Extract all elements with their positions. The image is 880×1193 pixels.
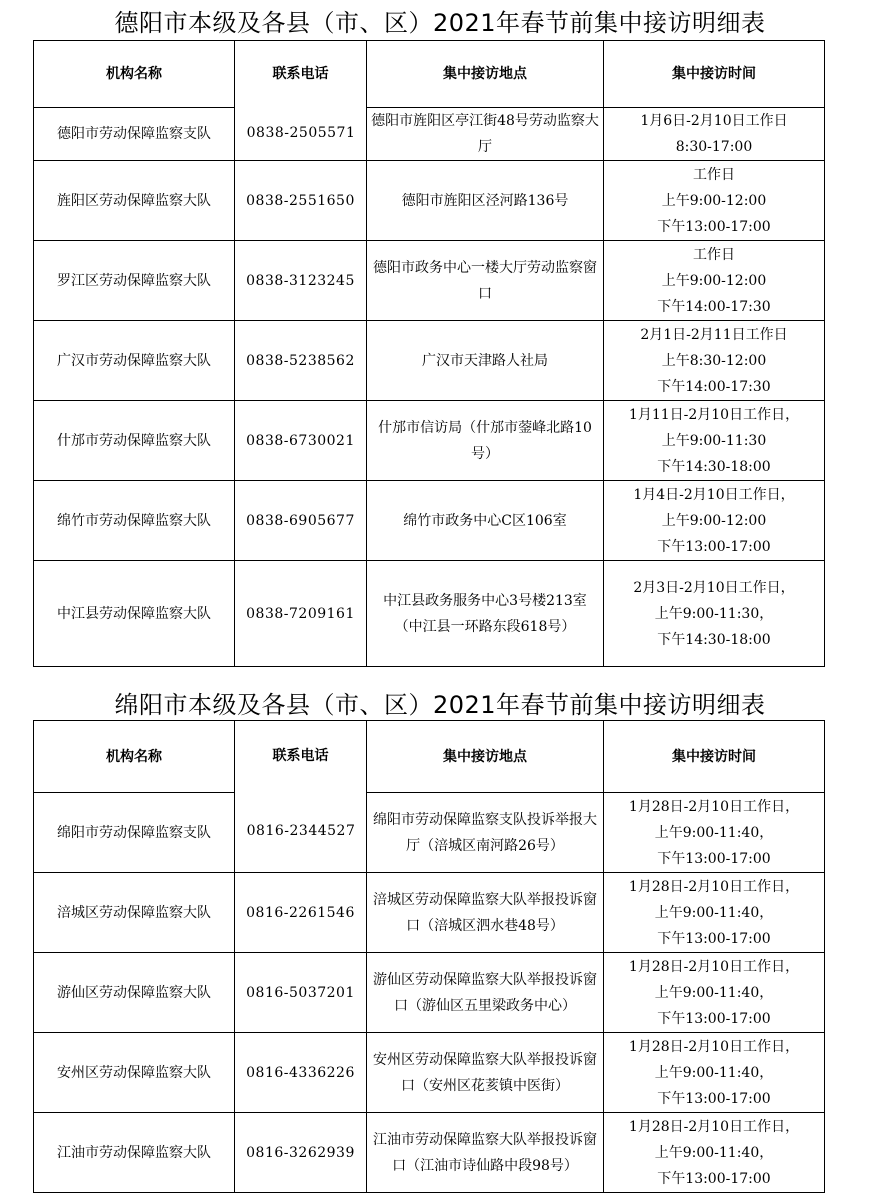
table-row [34,108,825,161]
phone-cell: 0816-4336226 [235,1033,367,1113]
header-place: 集中接访地点 [367,721,604,793]
org-cell: 罗江区劳动保障监察大队 [34,241,235,321]
phone-cell: 0838-7209161 [235,561,367,667]
time-cell: 1月28日-2月10日工作日， 上午9:00-11:40， 下午13:00-17:00 [604,873,825,953]
header-time: 集中接访时间 [604,41,825,108]
time-cell: 工作日 上午9:00-12:00 下午14:00-17:30 [604,241,825,321]
org-cell: 江油市劳动保障监察大队 [34,1113,235,1193]
table-row [34,321,825,401]
phone-cell: 0816-2261546 [235,873,367,953]
phone-cell: 0816-2344527 [246,823,356,839]
place-cell: 绵阳市劳动保障监察支队投诉举报大厅（涪城区南河路26号） [367,793,604,873]
table-row [34,161,825,241]
place-cell: 德阳市旌阳区亭江街48号劳动监察大厅 [367,108,604,161]
mianyang-table [33,720,825,1193]
phone-cell: 0838-3123245 [235,241,367,321]
time-cell: 1月6日-2月10日工作日 8:30-17:00 [604,108,825,161]
table-row [34,1113,825,1193]
org-cell: 旌阳区劳动保障监察大队 [34,161,235,241]
time-cell: 1月28日-2月10日工作日， 上午9:00-11:40， 下午13:00-17:00 [604,793,825,873]
table-row [34,1033,825,1113]
org-cell: 德阳市劳动保障监察支队 [34,108,235,161]
place-cell: 游仙区劳动保障监察大队举报投诉窗口（游仙区五里梁政务中心） [367,953,604,1033]
phone-cell: 0838-2505571 [246,125,356,141]
phone-cell: 0838-6905677 [235,481,367,561]
header-time: 集中接访时间 [604,721,825,793]
time-cell: 1月4日-2月10日工作日， 上午9:00-12:00 下午13:00-17:00 [604,481,825,561]
time-cell: 1月28日-2月10日工作日， 上午9:00-11:40， 下午13:00-17:00 [604,953,825,1033]
org-cell: 绵阳市劳动保障监察支队 [34,793,235,873]
time-cell: 1月28日-2月10日工作日， 上午9:00-11:40， 下午13:00-17:00 [604,1113,825,1193]
time-cell: 1月28日-2月10日工作日， 上午9:00-11:40， 下午13:00-17:00 [604,1033,825,1113]
table-header-row [34,41,825,108]
table-header-row [34,721,825,793]
table-row [34,241,825,321]
place-cell: 安州区劳动保障监察大队举报投诉窗口（安州区花荄镇中医街） [367,1033,604,1113]
place-cell: 涪城区劳动保障监察大队举报投诉窗口（涪城区泗水巷48号） [367,873,604,953]
table-row [34,401,825,481]
time-cell: 2月1日-2月11日工作日 上午8:30-12:00 下午14:00-17:30 [604,321,825,401]
org-cell: 涪城区劳动保障监察大队 [34,873,235,953]
time-cell: 2月3日-2月10日工作日， 上午9:00-11:30， 下午14:30-18:00 [604,561,825,667]
mianyang-title: 绵阳市本级及各县（市、区）2021年春节前集中接访明细表 [114,691,766,719]
table-row [34,793,825,873]
header-place: 集中接访地点 [367,41,604,108]
header-org: 机构名称 [34,41,235,108]
table-row [34,481,825,561]
phone-cell: 0838-2551650 [235,161,367,241]
place-cell: 绵竹市政务中心C区106室 [367,481,604,561]
org-cell: 中江县劳动保障监察大队 [34,561,235,667]
header-org: 机构名称 [34,721,235,793]
place-cell: 德阳市旌阳区泾河路136号 [367,161,604,241]
org-cell: 什邡市劳动保障监察大队 [34,401,235,481]
table-row [34,873,825,953]
place-cell: 广汉市天津路人社局 [367,321,604,401]
phone-cell: 0816-3262939 [235,1113,367,1193]
time-cell: 工作日 上午9:00-12:00 下午13:00-17:00 [604,161,825,241]
place-cell: 中江县政务服务中心3号楼213室（中江县一环路东段618号） [367,561,604,667]
time-cell: 1月11日-2月10日工作日， 上午9:00-11:30 下午14:30-18:00 [604,401,825,481]
table-row [34,561,825,667]
header-phone: 联系电话 [235,41,367,161]
org-cell: 游仙区劳动保障监察大队 [34,953,235,1033]
deyang-table [33,40,825,667]
org-cell: 安州区劳动保障监察大队 [34,1033,235,1113]
place-cell: 德阳市政务中心一楼大厅劳动监察窗口 [367,241,604,321]
deyang-title: 德阳市本级及各县（市、区）2021年春节前集中接访明细表 [114,9,766,37]
phone-cell: 0838-6730021 [235,401,367,481]
table-row [34,953,825,1033]
org-cell: 绵竹市劳动保障监察大队 [34,481,235,561]
org-cell: 广汉市劳动保障监察大队 [34,321,235,401]
header-phone: 联系电话 [235,721,367,873]
place-cell: 什邡市信访局（什邡市蓥峰北路10号） [367,401,604,481]
phone-cell: 0816-5037201 [235,953,367,1033]
phone-cell: 0838-5238562 [235,321,367,401]
place-cell: 江油市劳动保障监察大队举报投诉窗口（江油市诗仙路中段98号） [367,1113,604,1193]
